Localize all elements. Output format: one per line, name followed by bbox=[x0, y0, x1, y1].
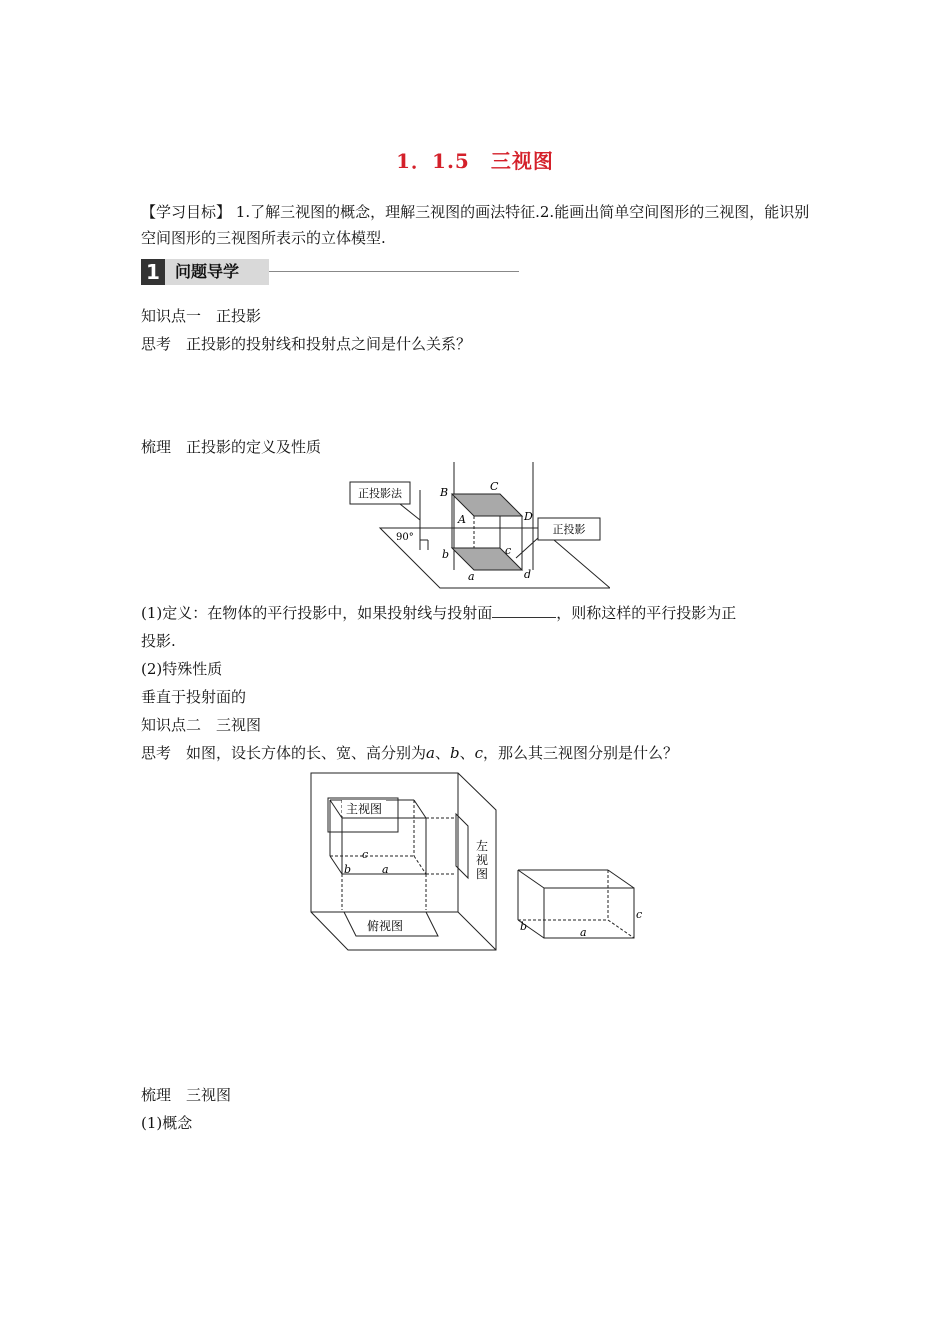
kp1-definition-cont: 投影. bbox=[141, 632, 176, 650]
sep-1: 、 bbox=[434, 744, 450, 762]
point-b: b bbox=[442, 548, 450, 561]
label-c: c bbox=[362, 848, 369, 861]
projection-face bbox=[452, 548, 522, 570]
var-a: a bbox=[426, 744, 435, 762]
page-title: 1．1.5 三视图 bbox=[396, 149, 554, 173]
projection-figure bbox=[340, 460, 610, 590]
point-a: a bbox=[468, 570, 475, 583]
side-view-label-2: 视 bbox=[476, 853, 489, 867]
var-b: b bbox=[449, 744, 460, 762]
kp1-property: (2)特殊性质 bbox=[141, 660, 223, 678]
var-c: c bbox=[474, 744, 484, 762]
side-view-label-1: 左 bbox=[476, 839, 489, 853]
point-A: A bbox=[458, 513, 466, 526]
kp1-heading: 知识点一 正投影 bbox=[141, 307, 262, 325]
method-label: 正投影法 bbox=[358, 487, 402, 500]
learning-goals-text: 1.了解三视图的概念，理解三视图的画法特征.2.能画出简单空间图形的三视图，能识别空间图形的三视图所表示的立体模型. bbox=[141, 203, 810, 247]
kp1-definition bbox=[141, 602, 736, 624]
kp2-think-a: 思考 如图，设长方体的长、宽、高分别为 bbox=[141, 744, 427, 762]
cuboid-front bbox=[544, 888, 634, 938]
learning-goals-label: 【学习目标】 bbox=[141, 203, 232, 221]
cuboid-label-a: a bbox=[580, 926, 587, 939]
top-view-label: 俯视图 bbox=[366, 919, 404, 933]
kp1-think: 思考 正投影的投射线和投射点之间是什么关系？ bbox=[141, 335, 472, 353]
side-view-label-3: 图 bbox=[476, 867, 489, 881]
label-a: a bbox=[382, 863, 389, 876]
learning-goals bbox=[141, 199, 821, 251]
kp1-perpendicular: 垂直于投射面的 bbox=[141, 688, 247, 706]
section-rule bbox=[269, 271, 519, 272]
section-label: 问题导学 bbox=[165, 259, 269, 285]
definition-part-a: (1)定义：在物体的平行投影中，如果投射线与投射面 bbox=[141, 604, 493, 622]
point-C: C bbox=[490, 480, 499, 493]
definition-part-b: ，则称这样的平行投影为正 bbox=[556, 604, 737, 622]
section-number: 1 bbox=[141, 259, 165, 285]
three-views-figure bbox=[308, 770, 648, 955]
section-header bbox=[141, 259, 521, 285]
definition-blank[interactable] bbox=[492, 603, 556, 618]
kp2-sort: 梳理 三视图 bbox=[141, 1086, 232, 1104]
cuboid-label-c: c bbox=[636, 908, 643, 921]
label-b: b bbox=[344, 863, 352, 876]
angle-label: 90° bbox=[396, 532, 414, 543]
front-view-label: 主视图 bbox=[345, 802, 383, 816]
projection-label: 正投影 bbox=[552, 523, 586, 536]
kp2-heading: 知识点二 三视图 bbox=[141, 716, 262, 734]
cuboid-label-b: b bbox=[520, 920, 528, 933]
point-d: d bbox=[524, 568, 532, 581]
point-B: B bbox=[440, 486, 449, 499]
kp2-concept: (1)概念 bbox=[141, 1114, 193, 1132]
kp2-think-b: ，那么其三视图分别是什么？ bbox=[483, 744, 679, 762]
kp1-sort: 梳理 正投影的定义及性质 bbox=[141, 438, 322, 456]
kp2-think bbox=[141, 742, 678, 764]
point-D: D bbox=[524, 510, 533, 523]
point-c: c bbox=[505, 544, 512, 557]
sep-2: 、 bbox=[459, 744, 475, 762]
